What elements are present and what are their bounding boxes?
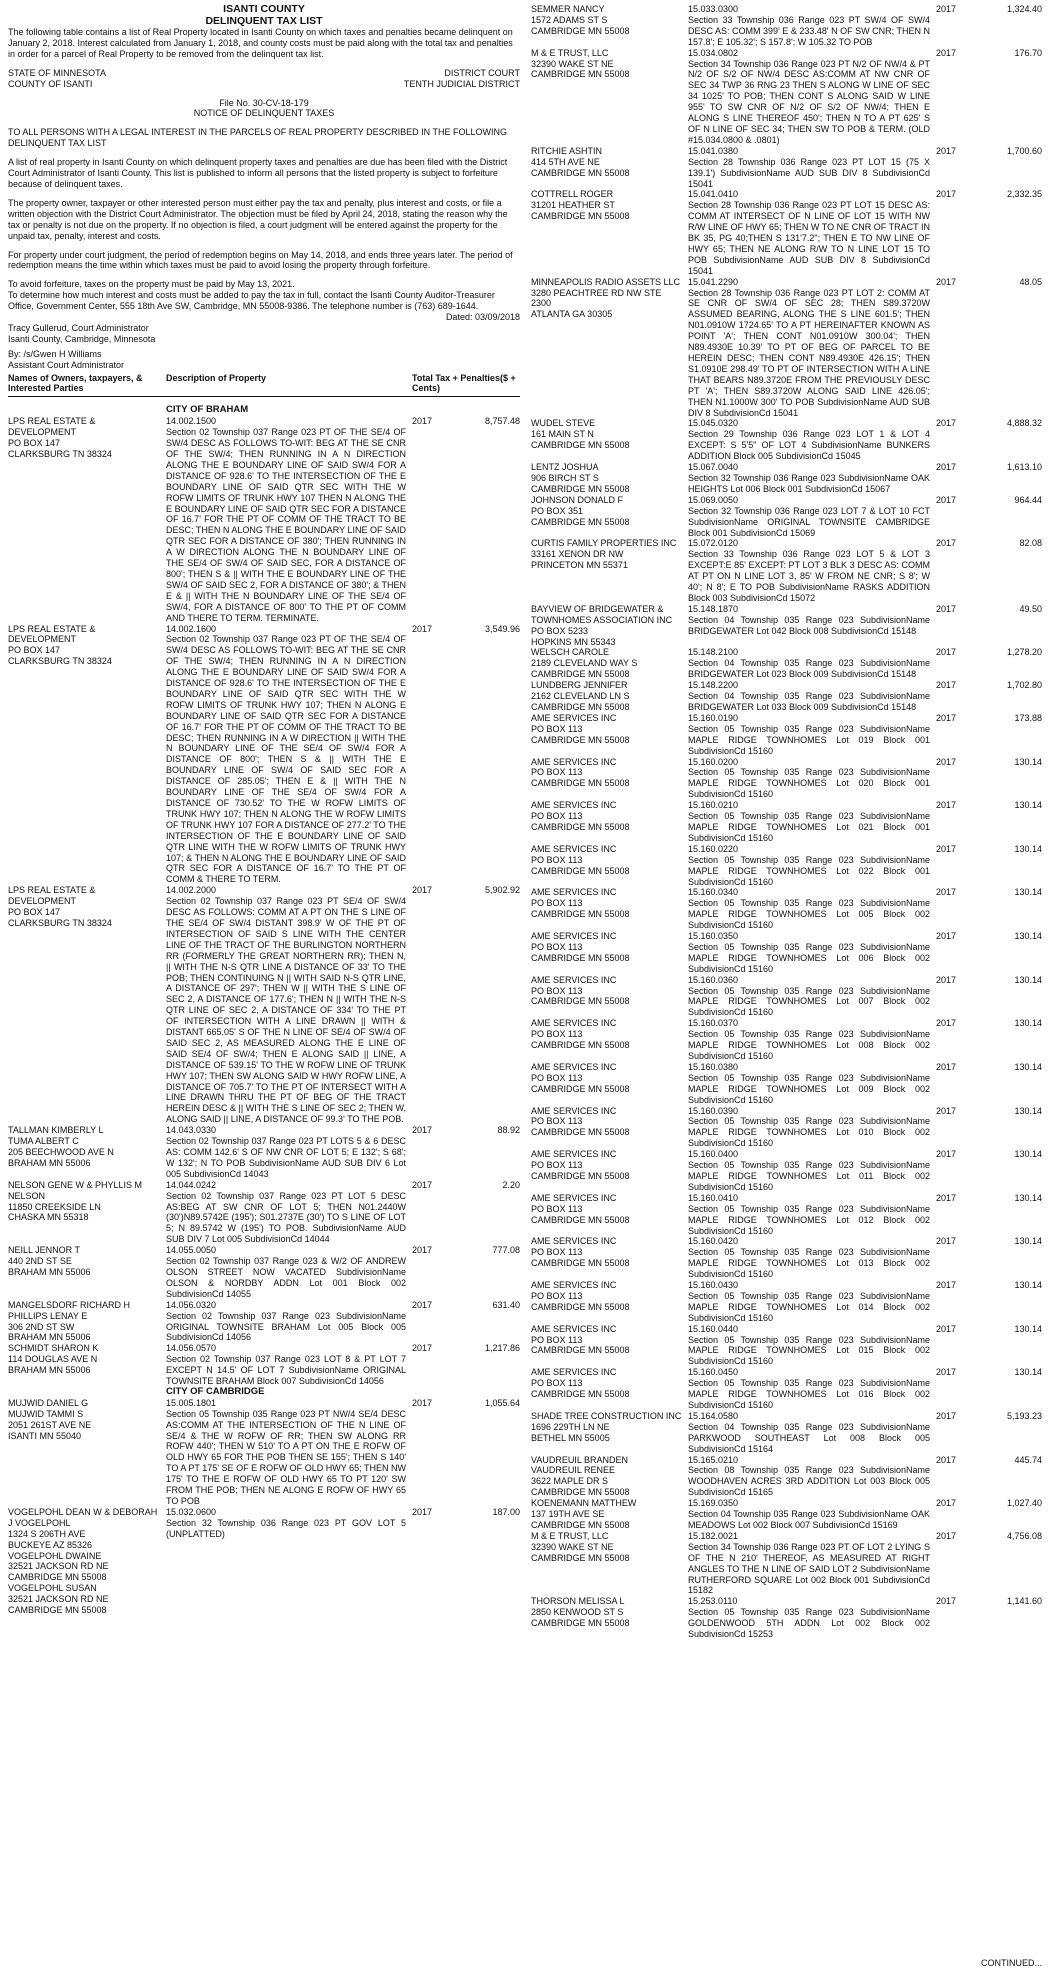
year-cell: 2017 [936,1192,957,1203]
amount-cell: 2.20 [502,1179,520,1190]
description-cell: 15.072.0120 Section 33 Township 036 Range 023 LOT 5 & LOT 3 EXCEPT:E 85' EXCEPT: PT LOT 3 BLK 3 DESC AS: COMM AT PT ON N LINE LOT 3, 85' W FROM NE CNR; S 8'; W 40'; N 8'; E TO POB SubdivisionName RASKS ADDITION Block 003 SubdivisionCd 15072 [688,538,930,603]
year-cell: 2017 [412,623,433,634]
description-cell: 15.160.0400 Section 05 Township 035 Range 023 SubdivisionName MAPLE RIDGE TOWNHOMES Lot 011 Block 002 SubdivisionCd 15160 [688,1149,930,1192]
owner-cell: THORSON MELISSA L 2850 KENWOOD ST S CAMBRIDGE MN 55008 [531,1596,630,1629]
owner-cell: SEMMER NANCY 1572 ADAMS ST S CAMBRIDGE MN 55008 [531,4,630,36]
paragraph-redemption: For property under court judgment, the period of redemption begins on May 14, 2018, and ends three years later. The period of redemption means the time within which taxes must be paid to avoid losing the property through forfeiture. [8,249,513,271]
table-row [531,538,1042,603]
amount-cell: 1,702.80 [1006,680,1042,691]
paragraph-objection: The property owner, taxpayer or other interested person must either pay the tax and penalty, plus interest and costs, or file a written objection with the District Court Administrator. The objection must be filed by April 24, 2018, stating the reason why the tax or penalty is not due on the property. If no objection is filed, a court judgment will be entered against the property for the unpaid tax, penalty, interest and costs. [8,197,508,241]
table-row [531,48,1042,146]
braham-parcel-list [8,416,520,1387]
right-column [531,4,1042,1640]
table-row [8,1300,520,1344]
description-cell: 15.160.0390 Section 05 Township 035 Range 023 SubdivisionName MAPLE RIDGE TOWNHOMES Lot 010 Block 002 SubdivisionCd 15160 [688,1105,930,1149]
amount-cell: 631.40 [492,1299,520,1310]
to-all-persons: TO ALL PERSONS WITH A LEGAL INTEREST IN THE PARCELS OF REAL PROPERTY DESCRIBED IN THE FOLLOWING DELINQUENT TAX LIST [8,127,507,149]
year-cell: 2017 [936,47,957,58]
description-cell: 15.160.0430 Section 05 Township 035 Range 023 SubdivisionName MAPLE RIDGE TOWNHOMES Lot 014 Block 002 SubdivisionCd 15160 [688,1280,930,1323]
year-cell: 2017 [412,1397,433,1408]
table-row [531,189,1042,276]
table-row [531,1236,1042,1280]
signed-by: By: /s/Gwen H Williams [8,348,102,359]
table-row [531,1106,1042,1150]
description-cell: 15.160.0350 Section 05 Township 035 Range 023 SubdivisionName MAPLE RIDGE TOWNHOMES Lot 006 Block 002 SubdivisionCd 15160 [688,931,930,974]
amount-cell: 1,055.64 [484,1397,520,1408]
table-row [8,416,520,623]
amount-cell: 130.14 [1014,1149,1042,1160]
table-row [531,647,1042,680]
description-cell: 15.164.0580 Section 04 Township 035 Range 023 SubdivisionName PARKWOOD SOUTHEAST Lot 008 Block 005 SubdivisionCd 15164 [688,1410,930,1454]
year-cell: 2017 [936,756,957,767]
year-cell: 2017 [936,1596,957,1607]
description-cell: 14.055.0050 Section 02 Township 037 Range 023 & W/2 OF ANDREW OLSON STREET NOW VACATED SubdivisionName OLSON & NORDBY ADDN Lot 001 Block 002 SubdivisionCd 14055 [166,1245,406,1299]
county-title: ISANTI COUNTY [223,3,305,15]
owner-cell: LPS REAL ESTATE & DEVELOPMENT PO BOX 147 CLARKSBURG TN 38324 [8,623,112,667]
paragraph-forfeiture-date: To avoid forfeiture, taxes on the property must be paid by May 13, 2021. [8,279,295,290]
owner-cell: LPS REAL ESTATE & DEVELOPMENT PO BOX 147 CLARKSBURG TN 38324 [8,416,112,459]
owner-cell: LENTZ JOSHUA 906 BIRCH ST S CAMBRIDGE MN 55008 [531,462,630,494]
dated-line: Dated: 03/09/2018 [445,312,520,323]
description-cell: 15.160.0450 Section 05 Township 035 Range 023 SubdivisionName MAPLE RIDGE TOWNHOMES Lot 016 Block 002 SubdivisionCd 15160 [688,1367,930,1410]
owner-cell: VOGELPOHL DEAN W & DEBORAH J VOGELPOHL 1324 S 206TH AVE BUCKEYE AZ 85326 VOGELPOHL DWAINE 32521 JACKSON RD NE CAMBRIDGE MN 55008 VOGELPOHL SUSAN 32521 JACKSON RD NE CAMBRIDGE MN 55008 [8,1506,158,1616]
description-cell: 15.041.2290 Section 28 Township 036 Range 023 PT LOT 2: COMM AT SE CNR OF SW/4 OF SEC 28; THEN S89.3720W ASSUMED BEARING, ALONG THE S LINE 601.5'; THEN N01.0910W 1724.65' TO A PT HEREINAFTER KNOWN AS POINT 'A'; THEN CONT N01.0910W 300.04'; THEN N89.4930E 10.39' TO PT OF BEG OF PARCEL TO BE HEREIN DESC; THEN CONT N89.4930E 426.15'; THEN S1.0910E 298.49' TO PT OF INTERSECTION WITH A LINE THAT BEARS N89.3720E FROM THE PREVIOUSLY DESC PT 'A'; THEN S89.3720W ALONG SAID LINE 426.05'; THEN N1.1000W 300' TO POB SubdivisionName AUD SUB DIV 8 SubdivisionCd 15041 [688,276,930,418]
description-cell: 15.160.0370 Section 05 Township 035 Range 023 SubdivisionName MAPLE RIDGE TOWNHOMES Lot 008 Block 002 SubdivisionCd 15160 [688,1018,930,1061]
year-cell: 2017 [936,1018,957,1029]
description-cell: 15.148.1870 Section 04 Township 035 Range 023 SubdivisionName BRIDGEWATER Lot 042 Block 008 SubdivisionCd 15148 [688,603,930,636]
owner-cell: LUNDBERG JENNIFER 2162 CLEVELAND LN S CAMBRIDGE MN 55008 [531,680,630,712]
description-column-header: Description of Property [166,372,267,383]
year-cell: 2017 [936,712,957,723]
amount-cell: 130.14 [1014,1367,1042,1378]
amount-cell: 1,217.86 [484,1343,520,1354]
owner-cell: MANGELSDORF RICHARD H PHILLIPS LENAY E 306 2ND ST SW BRAHAM MN 55006 [8,1299,131,1343]
amount-cell: 4,888.32 [1006,418,1042,429]
description-cell: 15.160.0190 Section 05 Township 035 Range 023 SubdivisionName MAPLE RIDGE TOWNHOMES Lot 019 Block 001 SubdivisionCd 15160 [688,712,930,756]
table-header [8,373,520,398]
description-cell: 15.165.0210 Section 08 Township 035 Range 023 SubdivisionName WOODHAVEN ACRES 3RD ADDITION Lot 003 Block 005 SubdivisionCd 15165 [688,1454,930,1498]
owner-cell: AME SERVICES INC PO BOX 113 CAMBRIDGE MN 55008 [531,800,630,832]
amount-cell: 176.70 [1014,47,1042,58]
year-cell: 2017 [936,843,957,854]
description-cell: 15.032.0600 Section 32 Township 036 Range 023 PT GOV LOT 5 (UNPLATTED) [166,1506,406,1539]
continued-label: CONTINUED... [980,1958,1042,1968]
court-row-1 [8,68,520,79]
owner-cell: AME SERVICES INC PO BOX 113 CAMBRIDGE MN 55008 [531,1236,630,1269]
table-row [531,146,1042,190]
table-row [531,844,1042,888]
table-row [531,1149,1042,1193]
table-row [531,887,1042,931]
year-cell: 2017 [936,494,957,505]
table-row [531,1062,1042,1106]
state-label: STATE OF MINNESOTA [8,67,107,78]
year-cell: 2017 [412,1343,433,1354]
owner-cell: CURTIS FAMILY PROPERTIES INC 33161 XENON DR NW PRINCETON MN 55371 [531,538,677,571]
owner-cell: AME SERVICES INC PO BOX 113 CAMBRIDGE MN 55008 [531,1280,630,1312]
year-cell: 2017 [412,1179,433,1190]
amount-cell: 1,324.40 [1006,4,1042,14]
owner-cell: NEILL JENNOR T 440 2ND ST SE BRAHAM MN 55006 [8,1245,91,1277]
owner-cell: AME SERVICES INC PO BOX 113 CAMBRIDGE MN 55008 [531,1149,630,1181]
table-row [531,604,1042,648]
amount-cell: 130.14 [1014,1323,1042,1334]
year-cell: 2017 [936,1149,957,1160]
table-row [531,1193,1042,1237]
tax-column-header: Total Tax + Penalties($ + Cents) [412,372,516,394]
signer-name: Tracy Gullerud, Court Administrator [8,322,149,333]
description-cell: 15.253.0110 Section 05 Township 035 Range 023 SubdivisionName GOLDENWOOD 5TH ADDN Lot 002 Block 002 SubdivisionCd 15253 [688,1596,930,1640]
description-cell: 15.148.2200 Section 04 Township 035 Range 023 SubdivisionName BRIDGEWATER Lot 033 Block 009 SubdivisionCd 15148 [688,680,930,712]
amount-cell: 2,332.35 [1006,189,1042,200]
owner-cell: AME SERVICES INC PO BOX 113 CAMBRIDGE MN 55008 [531,887,630,920]
owner-cell: AME SERVICES INC PO BOX 113 CAMBRIDGE MN 55008 [531,1061,630,1094]
year-cell: 2017 [936,1454,957,1465]
table-row [531,713,1042,757]
section-city-of-braham: CITY OF BRAHAM [166,404,249,416]
table-row [8,885,520,1125]
amount-cell: 964.44 [1014,494,1042,505]
description-cell: 14.002.2000 Section 02 Township 037 Range 023 PT SE/4 OF SW/4 DESC AS FOLLOWS: COMM AT A PT ON THE S LINE OF THE SE/4 OF SW/4 DISTANT 398.9' W OF THE PT OF INTERSECTION OF SAID S LINE WITH THE CENTER LINE OF THE TRACT OF THE BURLINGTON NORTHERN RR (FORMERLY THE GREAT NORTHERN RR); THEN N, || WITH THE N-S QTR LINE A DISTANCE OF 33' TO THE POB; THEN CONTINUING N || WITH SAID N-S QTR LINE, A DISTANCE OF 297'; THEN W || WITH THE S LINE OF SEC 2, A DISTANCE OF 177.6'; THEN N || WITH THE N-S QTR LINE OF SEC 2, A DISTANCE OF 334' TO THE PT OF INTERSECTION WITH A LINE DRAWN || WITH & DISTANT 665.05' S OF THE N LINE OF SE/4 OF SW/4 OF SAID SEC 2, AS MEASURED ALONG THE E LINE OF SAID SE/4 OF SW/4; THEN E ALONG SAID || LINE, A DISTANCE OF 539.15' TO THE W ROFW LINE OF TRUNK HWY 107; THEN SW ALONG SAID W HWY ROFW LINE, A DISTANCE OF 705.7' TO THE PT OF INTERSECT WITH A LINE DRAWN THRU THE PT OF BEG OF THE TRACT HEREIN DESC & || WITH THE S LINE OF SEC 2; THEN W, ALONG SAID || LINE, A DISTANCE OF 99.3' TO THE POB. [166,885,406,1125]
year-cell: 2017 [936,189,957,200]
district-label: TENTH JUDICIAL DISTRICT [403,78,520,89]
amount-cell: 130.14 [1014,887,1042,898]
table-row [8,1245,520,1300]
table-row [8,624,520,886]
left-column [8,4,520,1616]
year-cell: 2017 [936,145,957,156]
year-cell: 2017 [936,887,957,898]
year-cell: 2017 [936,1280,957,1291]
table-row [531,1018,1042,1062]
amount-cell: 1,613.10 [1006,462,1042,473]
table-row [531,1367,1042,1411]
paragraph-contact: To determine how much interest and costs must be added to pay the tax in full, contact the Isanti County Auditor-Treasurer Office, Government Center, 555 18th Ave SW, Cambridge, MN 55008-9386. The telephone number is (763) 689-1644. [8,290,495,312]
owner-cell: AME SERVICES INC PO BOX 113 CAMBRIDGE MN 55008 [531,1367,630,1400]
description-cell: 15.160.0440 Section 05 Township 035 Range 023 SubdivisionName MAPLE RIDGE TOWNHOMES Lot 015 Block 002 SubdivisionCd 15160 [688,1323,930,1367]
owner-cell: AME SERVICES INC PO BOX 113 CAMBRIDGE MN 55008 [531,931,630,963]
owner-cell: LPS REAL ESTATE & DEVELOPMENT PO BOX 147 CLARKSBURG TN 38324 [8,885,112,928]
description-cell: 14.044.0242 Section 02 Township 037 Range 023 PT LOT 5 DESC AS:BEG AT SW CNR OF LOT 5; THEN N01.2440W (30')N89.5742E (195'); S01.2737E (30') TO S LINE OF LOT 5; N 89.5742 W (195') TO POB. SubdivisionName AUD SUB DIV 7 Lot 005 SubdivisionCd 14044 [166,1179,406,1245]
description-cell: 15.169.0350 Section 04 Township 035 Range 023 SubdivisionName OAK MEADOWS Lot 002 Block 007 SubdivisionCd 15169 [688,1498,930,1530]
year-cell: 2017 [412,885,433,896]
amount-cell: 1,278.20 [1006,647,1042,658]
owner-cell: SCHMIDT SHARON K 114 DOUGLAS AVE N BRAHAM MN 55006 [8,1343,99,1376]
table-row [531,800,1042,844]
county-label: COUNTY OF ISANTI [8,78,93,89]
amount-cell: 4,756.08 [1006,1530,1042,1541]
owner-cell: SHADE TREE CONSTRUCTION INC 1696 229TH LN NE BETHEL MN 55005 [531,1410,682,1443]
description-cell: 15.160.0340 Section 05 Township 035 Range 023 SubdivisionName MAPLE RIDGE TOWNHOMES Lot 005 Block 002 SubdivisionCd 15160 [688,887,930,931]
table-row [531,1280,1042,1324]
amount-cell: 3,549.96 [484,623,520,634]
table-row [8,1507,520,1616]
owner-cell: BAYVIEW OF BRIDGEWATER & TOWNHOMES ASSOCIATION INC PO BOX 5233 HOPKINS MN 55343 [531,603,673,647]
year-cell: 2017 [936,1367,957,1378]
year-cell: 2017 [936,647,957,658]
amount-cell: 130.14 [1014,1018,1042,1029]
description-cell: 14.002.1600 Section 02 Township 037 Range 023 PT OF THE SE/4 OF SW/4 DESC AS FOLLOWS TO-WIT: BEG AT THE SE CNR OF THE SW/4; THEN RUNNING IN A N DIRECTION ALONG THE E BOUNDARY LINE OF SAID SW/4 FOR A DISTANCE OF 928.6' TO THE INTERSECTION OF THE E BOUNDARY LINE OF SAID QTR SEC WITH THE W ROFW LIMITS OF TRUNK HWY 107; THEN N ALONG E BOUNDARY LINE OF SAID QTR SEC FOR A DISTANCE OF 16.7' FOR THE PT OF COMM OF THE TRACT TO BE DESC; THEN RUNNING IN A W DIRECTION || WITH THE N BOUNDARY LINE OF THE SE/4 OF SW/4 FOR A DISTANCE OF 800'; THEN S & || WITH THE E BOUNDARY LINE OF SW/4 OF SAID SEC FOR A DISTANCE OF 285.05'; THEN E & || WITH THE N BOUNDARY LINE OF THE SE/4 OF SW/4 FOR A DISTANCE OF 730.52' TO THE W ROFW LIMITS OF TRUNK HWY 107; THEN N ALONG THE W ROFW LIMITS OF TRUNK HWY 107 FOR A DISTANCE OF 277.2' TO THE INTERSECTION OF THE E BOUNDARY LINE OF SAID QTR LINE WITH THE W ROFW LIMITS OF TRUNK HWY 107; & THEN N ALONG THE E BOUNDARY LINE OF SAID QTR SEC FOR A DISTANCE OF 16.7' TO THE PT OF COMM & THERE TO TERM. [166,623,406,885]
owner-cell: VAUDREUIL BRANDEN VAUDREUIL RENEE 3622 MAPLE DR S CAMBRIDGE MN 55008 [531,1454,630,1498]
amount-cell: 187.00 [492,1506,520,1517]
amount-cell: 130.14 [1014,1280,1042,1291]
description-cell: 15.148.2100 Section 04 Township 035 Range 023 SubdivisionName BRIDGEWATER Lot 023 Block 009 SubdivisionCd 15148 [688,647,930,680]
description-cell: 15.041.0380 Section 28 Township 036 Range 023 PT LOT 15 (75 X 139.1') SubdivisionName AUD SUB DIV 8 SubdivisionCd 15041 [688,145,930,189]
year-cell: 2017 [936,4,957,14]
amount-cell: 173.88 [1014,712,1042,723]
year-cell: 2017 [936,418,957,429]
table-row [531,931,1042,975]
year-cell: 2017 [936,931,957,942]
description-cell: 15.182.0021 Section 34 Township 036 Range 023 PT OF LOT 2 LYING S OF THE N 210' THEREOF, AS MEASURED AT RIGHT ANGLES TO THE N LINE OF SAID LOT 2 SubdivisionName RUTHERFORD SQUARE Lot 002 Block 001 SubdivisionCd 15182 [688,1530,930,1596]
owner-cell: KOENEMANN MATTHEW 137 19TH AVE SE CAMBRIDGE MN 55008 [531,1498,637,1530]
year-cell: 2017 [936,800,957,811]
description-cell: 15.069.0050 Section 32 Township 036 Range 023 LOT 7 & LOT 10 FCT SubdivisionName ORIGINAL TOWNSITE CAMBRIDGE Block 001 SubdivisionCd 15069 [688,494,930,538]
owner-cell: RITCHIE ASHTIN 414 5TH AVE NE CAMBRIDGE MN 55008 [531,145,630,178]
year-cell: 2017 [936,1236,957,1247]
year-cell: 2017 [936,680,957,691]
table-row [531,757,1042,801]
amount-cell: 130.14 [1014,843,1042,854]
amount-cell: 88.92 [497,1125,520,1136]
description-cell: 15.160.0420 Section 05 Township 035 Range 023 SubdivisionName MAPLE RIDGE TOWNHOMES Lot 013 Block 002 SubdivisionCd 15160 [688,1236,930,1280]
description-cell: 15.160.0210 Section 05 Township 035 Range 023 SubdivisionName MAPLE RIDGE TOWNHOMES Lot 021 Block 001 SubdivisionCd 15160 [688,800,930,843]
year-cell: 2017 [936,603,957,614]
description-cell: 15.160.0200 Section 05 Township 035 Range 023 SubdivisionName MAPLE RIDGE TOWNHOMES Lot 020 Block 001 SubdivisionCd 15160 [688,756,930,800]
table-row [531,277,1042,419]
amount-cell: 1,141.60 [1006,1596,1042,1607]
table-row [531,462,1042,495]
description-cell: 15.160.0410 Section 05 Township 035 Range 023 SubdivisionName MAPLE RIDGE TOWNHOMES Lot 012 Block 002 SubdivisionCd 15160 [688,1192,930,1236]
table-row [531,1455,1042,1499]
table-row [531,4,1042,48]
description-cell: 15.034.0802 Section 34 Township 036 Range 023 PT N/2 OF NW/4 & PT N/2 OF S/2 OF NW/4 DESC AS:COMM AT NW CNR OF SEC 34 TWP 36 RNG 23 THEN S ALONG W LINE OF SEC 34 1025' TO POB; THEN CONT S ALONG SAID W LINE 955' TO SW CNR OF N/2 OF S/2 OF NW/4; THEN E ALONG S LINE THEREOF 450'; THEN N TO A PT 625' S OF N LINE OF SEC 34; THEN SW TO POB & TERM. (OLD #15.034.0800 & .0801) [688,47,930,145]
amount-cell: 130.14 [1014,1105,1042,1116]
amount-cell: 445.74 [1014,1454,1042,1465]
amount-cell: 49.50 [1019,603,1042,614]
table-row [8,1398,520,1507]
amount-cell: 130.14 [1014,800,1042,811]
owner-cell: JOHNSON DONALD F PO BOX 351 CAMBRIDGE MN 55008 [531,494,630,527]
description-cell: 15.160.0380 Section 05 Township 035 Range 023 SubdivisionName MAPLE RIDGE TOWNHOMES Lot 009 Block 002 SubdivisionCd 15160 [688,1061,930,1105]
table-row [531,418,1042,462]
description-cell: 15.160.0220 Section 05 Township 035 Range 023 SubdivisionName MAPLE RIDGE TOWNHOMES Lot 022 Block 001 SubdivisionCd 15160 [688,843,930,887]
table-row [531,1324,1042,1368]
amount-cell: 130.14 [1014,1192,1042,1203]
description-cell: 15.005.1801 Section 05 Township 035 Range 023 PT NW/4 SE/4 DESC AS:COMM AT THE INTERSECTION OF THE N LINE OF SE/4 & THE W ROFW OF RR; THEN SW ALONG RR ROFW 440'; THEN W 510' TO A PT ON THE E ROFW OF OLD HWY 65 FOR THE POB THEN SE 155'; THEN S 140' TO A PT 175' SE OF E ROFW OF OLD HWY 65; THEN NW 175' TO THE E ROFW OF OLD HWY 65 TO PT 120' SW FROM THE POB; THEN NE ALONG E ROFW OF HWY 65 TO POB [166,1397,406,1506]
table-row [531,680,1042,713]
description-cell: 14.056.0320 Section 02 Township 037 Range 023 SubdivisionName ORIGINAL TOWNSITE BRAHAM Lot 005 Block 005 SubdivisionCd 14056 [166,1299,406,1343]
amount-cell: 130.14 [1014,1061,1042,1072]
year-cell: 2017 [412,1125,433,1136]
owner-cell: AME SERVICES INC PO BOX 113 CAMBRIDGE MN 55008 [531,974,630,1007]
paragraph-list-filed: A list of real property in Isanti County on which delinquent property taxes and penalties are due has been filed with the District Court Administrator of Isanti County. This list is published to inform all persons that the listed property is subject to forfeiture because of delinquent taxes. [8,157,508,189]
year-cell: 2017 [936,1530,957,1541]
description-cell: 14.043.0330 Section 02 Township 037 Range 023 PT LOTS 5 & 6 DESC AS: COMM 142.6' S OF NW CNR OF LOT 5; E 132'; S 68'; W 132'; N TO POB SubdivisionName AUD SUB DIV 6 Lot 005 SubdivisionCd 14043 [166,1125,406,1179]
signed-by-title: Assistant Court Administrator [8,359,125,370]
amount-cell: 777.08 [492,1245,520,1256]
owner-cell: WUDEL STEVE 161 MAIN ST N CAMBRIDGE MN 55008 [531,418,630,451]
table-row [531,1498,1042,1531]
owner-cell: AME SERVICES INC PO BOX 113 CAMBRIDGE MN 55008 [531,756,630,789]
table-row [531,495,1042,539]
year-cell: 2017 [936,538,957,549]
description-cell: 14.056.0570 Section 02 Township 037 Range 023 LOT 8 & PT LOT 7 EXCEPT N 14.5' OF LOT 7 SubdivisionName ORIGINAL TOWNSITE BRAHAM Block 007 SubdivisionCd 14056 [166,1343,406,1387]
notice-heading: NOTICE OF DELINQUENT TAXES [193,108,335,119]
amount-cell: 5,193.23 [1006,1410,1042,1421]
owner-cell: AME SERVICES INC PO BOX 113 CAMBRIDGE MN 55008 [531,843,630,876]
year-cell: 2017 [936,1323,957,1334]
table-row [8,1125,520,1180]
year-cell: 2017 [412,1245,433,1256]
section-city-of-cambridge: CITY OF CAMBRIDGE [166,1385,265,1397]
owner-cell: AME SERVICES INC PO BOX 113 CAMBRIDGE MN 55008 [531,1192,630,1225]
year-cell: 2017 [412,416,433,427]
owner-cell: AME SERVICES INC PO BOX 113 CAMBRIDGE MN 55008 [531,1105,630,1138]
amount-cell: 130.14 [1014,1236,1042,1247]
table-row [531,1411,1042,1455]
year-cell: 2017 [412,1506,433,1517]
amount-cell: 8,757.48 [484,416,520,427]
owner-cell: TALLMAN KIMBERLY L TUMA ALBERT C 205 BEECHWOOD AVE N BRAHAM MN 55006 [8,1125,114,1168]
owner-cell: M & E TRUST, LLC 32390 WAKE ST NE CAMBRIDGE MN 55008 [531,47,630,80]
amount-cell: 48.05 [1019,276,1042,287]
year-cell: 2017 [412,1299,433,1310]
table-row [531,975,1042,1019]
year-cell: 2017 [936,1498,957,1509]
amount-cell: 130.14 [1014,974,1042,985]
description-cell: 15.045.0320 Section 29 Township 036 Range 023 LOT 1 & LOT 4 EXCEPT: S 5'5" OF LOT 4 SubdivisionName BUNKERS ADDITION Block 005 SubdivisionCd 15045 [688,418,930,462]
description-cell: 14.002.1500 Section 02 Township 037 Range 023 PT OF THE SE/4 OF SW/4 DESC AS FOLLOWS TO-WIT: BEG AT THE SE CNR OF THE SW/4; THEN RUNNING IN A N DIRECTION ALONG THE E BOUNDARY LINE OF SAID SW/4 FOR A DISTANCE OF 928.6' TO THE INTERSECTION OF THE E BOUNDARY LINE OF SAID QTR SEC WITH THE W ROFW LIMITS OF TRUNK HWY 107 THEN N ALONG THE E BOUNDARY LINE OF SAID QTR SEC FOR A DISTANCE OF 16.7' FOR THE PT OF COMM OF THE TRACT TO BE DESC; THEN N ALONG THE E BOUNDARY LINE OF SAID QTR SEC FOR A DISTANCE OF 380'; THEN RUNNING IN A W DIRECTION ALONG THE N BOUNDARY LINE OF THE SE/4 OF SW/4 OF SAID SEC, FOR A DISTANCE OF 800'; THEN S & || WITH THE E BOUNDARY LINE OF THE SW/4 OF SAID SEC 2, FOR A DISTANCE OF 380'; & THEN E & || WITH THE N BOUNDARY LINE OF THE SE/4 OF SW/4, FOR A DISTANCE OF 800' TO THE PT OF COMM AND THERE TO TERM. TERMINATE. [166,416,406,623]
file-number: File No. 30-CV-18-179 [219,97,309,108]
amount-cell: 130.14 [1014,756,1042,767]
owner-cell: AME SERVICES INC PO BOX 113 CAMBRIDGE MN 55008 [531,1018,630,1051]
table-row [8,1180,520,1245]
amount-cell: 82.08 [1019,538,1042,549]
amount-cell: 5,902.92 [484,885,520,896]
description-cell: 15.160.0360 Section 05 Township 035 Range 023 SubdivisionName MAPLE RIDGE TOWNHOMES Lot 007 Block 002 SubdivisionCd 15160 [688,974,930,1018]
owner-cell: COTTRELL ROGER 31201 HEATHER ST CAMBRIDGE MN 55008 [531,189,630,222]
amount-cell: 1,700.60 [1006,145,1042,156]
year-cell: 2017 [936,1105,957,1116]
year-cell: 2017 [936,1061,957,1072]
year-cell: 2017 [936,1410,957,1421]
table-row [8,1343,520,1387]
owner-cell: MUJWID DANIEL G MUJWID TAMMI S 2051 261ST AVE NE ISANTI MN 55040 [8,1397,92,1441]
list-title: DELINQUENT TAX LIST [205,14,323,27]
cambridge-parcel-list-right [531,4,1042,1640]
owner-cell: M & E TRUST, LLC 32390 WAKE ST NE CAMBRIDGE MN 55008 [531,1530,630,1563]
owner-cell: AME SERVICES INC PO BOX 113 CAMBRIDGE MN 55008 [531,1323,630,1356]
year-cell: 2017 [936,462,957,473]
table-row [531,1596,1042,1640]
table-row [531,1531,1042,1596]
owner-cell: NELSON GENE W & PHYLLIS M NELSON 11850 CREEKSIDE LN CHASKA MN 55318 [8,1179,143,1223]
owner-column-header: Names of Owners, taxpayers, & Interested Parties [8,372,143,394]
owner-cell: AME SERVICES INC PO BOX 113 CAMBRIDGE MN 55008 [531,712,630,745]
intro-paragraph: The following table contains a list of Real Property located in Isanti County on which taxes and penalties became delinquent on January 2, 2018. Interest calculated from January 1, 2018, and county costs must be paid along with the total tax and penalties in order for a parcel of Real Property to be removed from the delinquent tax list. [8,27,513,59]
owner-cell: WELSCH CAROLE 2189 CLEVELAND WAY S CAMBRIDGE MN 55008 [531,647,638,680]
owner-cell: MINNEAPOLIS RADIO ASSETS LLC 3280 PEACHTREE RD NW STE 2300 ATLANTA GA 30305 [531,276,681,320]
cambridge-parcel-list-left [8,1398,520,1616]
signer-location: Isanti County, Cambridge, Minnesota [8,333,156,344]
amount-cell: 1,027.40 [1006,1498,1042,1509]
year-cell: 2017 [936,974,957,985]
description-cell: 15.041.0410 Section 28 Township 036 Range 023 PT LOT 15 DESC AS: COMM AT INTERSECT OF N LINE OF LOT 15 WITH NW R/W LINE OF HWY 65; THEN W TO NE CNR OF TRACT IN BK 35, PG 40;THEN S 131'7.2"; THEN E TO NW LINE OF HWY 65; THEN NE ALONG R/W TO N LINE LOT 15 TO POB SubdivisionName AUD SUB DIV 8 SubdivisionCd 15041 [688,189,930,276]
description-cell: 15.033.0300 Section 33 Township 036 Range 023 PT SW/4 OF SW/4 DESC AS: COMM 399' E & 233.48' N OF SW CNR; THEN N 157.8'; E 105.32'; S 157.8'; W 105.32 TO POB [688,4,930,47]
description-cell: 15.067.0040 Section 32 Township 036 Range 023 SubdivisionName OAK HEIGHTS Lot 006 Block 001 SubdivisionCd 15067 [688,462,930,494]
year-cell: 2017 [936,276,957,287]
court-row-2 [8,79,520,90]
amount-cell: 130.14 [1014,931,1042,942]
court-label: DISTRICT COURT [444,67,520,78]
